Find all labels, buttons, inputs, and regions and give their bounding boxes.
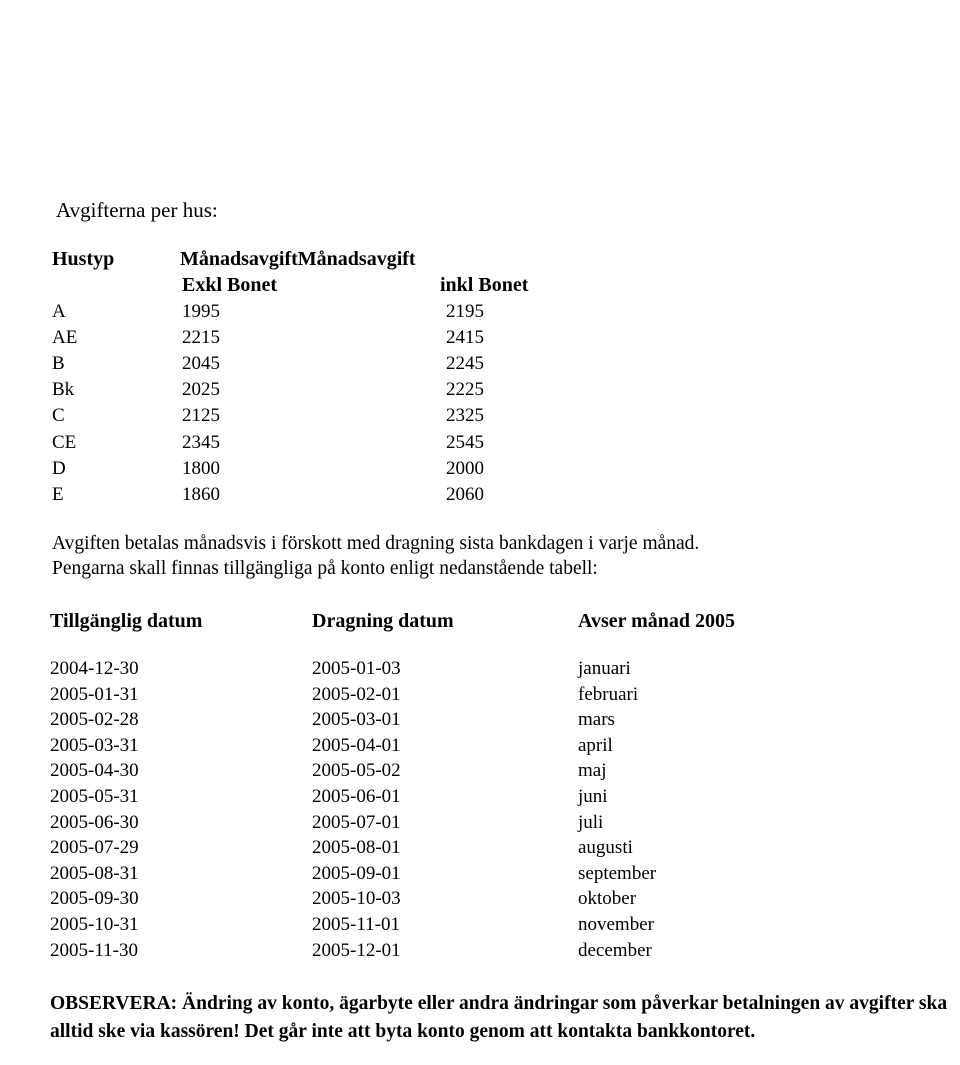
fee-header-manadsavgift: MånadsavgiftMånadsavgift bbox=[180, 248, 416, 270]
page-title: Avgifterna per hus: bbox=[56, 198, 218, 222]
fee-cell-excl: 2345 bbox=[182, 431, 220, 453]
schedule-cell-manad: november bbox=[578, 914, 654, 935]
schedule-cell-tillganglig: 2005-01-31 bbox=[50, 683, 139, 705]
fee-header-hustyp: Hustyp bbox=[52, 248, 115, 270]
schedule-cell-manad: oktober bbox=[578, 888, 637, 910]
schedule-cell-tillganglig: 2005-02-28 bbox=[50, 709, 139, 731]
fee-cell-incl: 2545 bbox=[446, 431, 484, 453]
schedule-cell-manad: maj bbox=[578, 760, 607, 782]
schedule-cell-tillganglig: 2005-07-29 bbox=[50, 837, 139, 859]
fee-cell-type: A bbox=[52, 301, 66, 322]
schedule-cell-tillganglig: 2005-05-31 bbox=[50, 786, 139, 807]
fee-cell-type: CE bbox=[52, 431, 77, 453]
observera-note: OBSERVERA: Ändring av konto, ägarbyte eller andra ändringar som påverkar betalningen av avgifter ska alltid ske via kassören! Det går inte att byta konto genom att kontakta bankkontoret. bbox=[50, 993, 948, 1042]
schedule-cell-dragning: 2005-12-01 bbox=[312, 939, 401, 961]
fee-cell-incl: 2225 bbox=[446, 379, 484, 401]
fee-cell-excl: 1995 bbox=[182, 301, 220, 322]
schedule-cell-tillganglig: 2005-03-31 bbox=[50, 734, 139, 756]
fee-cell-incl: 2415 bbox=[446, 327, 484, 349]
fee-cell-type: E bbox=[52, 483, 64, 505]
schedule-cell-manad: juni bbox=[578, 786, 608, 807]
fee-cell-type: Bk bbox=[52, 379, 75, 401]
schedule-cell-dragning: 2005-01-03 bbox=[312, 658, 401, 679]
fee-cell-incl: 2195 bbox=[446, 301, 484, 322]
schedule-cell-manad: september bbox=[578, 862, 657, 884]
schedule-cell-dragning: 2005-03-01 bbox=[312, 709, 401, 731]
fee-cell-incl: 2325 bbox=[446, 405, 484, 427]
schedule-cell-dragning: 2005-11-01 bbox=[312, 914, 400, 935]
fee-cell-incl: 2245 bbox=[446, 353, 484, 375]
schedule-cell-tillganglig: 2005-06-30 bbox=[50, 811, 139, 833]
fee-cell-excl: 2045 bbox=[182, 353, 220, 375]
fee-cell-incl: 2000 bbox=[446, 457, 484, 479]
fee-cell-type: D bbox=[52, 457, 66, 479]
paragraph-line-2: Pengarna skall finnas tillgängliga på konto enligt nedanstående tabell: bbox=[52, 558, 598, 579]
fee-cell-excl: 1800 bbox=[182, 457, 220, 479]
fee-cell-type: C bbox=[52, 405, 65, 427]
fee-cell-excl: 2025 bbox=[182, 379, 220, 401]
schedule-cell-manad: januari bbox=[578, 658, 631, 679]
schedule-header-tillganglig: Tillgänglig datum bbox=[50, 610, 203, 632]
schedule-cell-tillganglig: 2005-10-31 bbox=[50, 914, 139, 935]
schedule-cell-dragning: 2005-05-02 bbox=[312, 760, 401, 782]
schedule-header-avser: Avser månad 2005 bbox=[578, 610, 736, 632]
fee-cell-type: AE bbox=[52, 327, 78, 349]
schedule-cell-tillganglig: 2005-04-30 bbox=[50, 760, 139, 782]
schedule-cell-tillganglig: 2005-11-30 bbox=[50, 939, 138, 961]
schedule-cell-dragning: 2005-02-01 bbox=[312, 683, 401, 705]
schedule-cell-dragning: 2005-10-03 bbox=[312, 888, 401, 910]
schedule-cell-dragning: 2005-07-01 bbox=[312, 811, 401, 833]
schedule-cell-tillganglig: 2005-08-31 bbox=[50, 862, 139, 884]
schedule-cell-manad: februari bbox=[578, 683, 639, 705]
fee-cell-excl: 2215 bbox=[182, 327, 220, 349]
schedule-cell-manad: mars bbox=[578, 709, 615, 731]
fee-header-inkl: inkl Bonet bbox=[440, 274, 529, 296]
schedule-cell-dragning: 2005-08-01 bbox=[312, 837, 401, 859]
schedule-cell-dragning: 2005-04-01 bbox=[312, 734, 401, 756]
fee-cell-type: B bbox=[52, 353, 65, 375]
fee-header-exkl: Exkl Bonet bbox=[182, 274, 278, 296]
schedule-header-dragning: Dragning datum bbox=[312, 610, 454, 632]
schedule-cell-tillganglig: 2005-09-30 bbox=[50, 888, 139, 910]
schedule-cell-manad: augusti bbox=[578, 837, 633, 859]
fee-cell-excl: 2125 bbox=[182, 405, 220, 427]
schedule-cell-manad: december bbox=[578, 939, 652, 961]
schedule-cell-dragning: 2005-09-01 bbox=[312, 862, 401, 884]
schedule-cell-tillganglig: 2004-12-30 bbox=[50, 658, 139, 679]
schedule-cell-manad: juli bbox=[578, 811, 604, 833]
schedule-cell-dragning: 2005-06-01 bbox=[312, 786, 401, 807]
fee-cell-excl: 1860 bbox=[182, 483, 220, 505]
schedule-cell-manad: april bbox=[578, 734, 613, 756]
fee-cell-incl: 2060 bbox=[446, 483, 484, 505]
paragraph-line-1: Avgiften betalas månadsvis i förskott med dragning sista bankdagen i varje månad. bbox=[52, 533, 700, 554]
